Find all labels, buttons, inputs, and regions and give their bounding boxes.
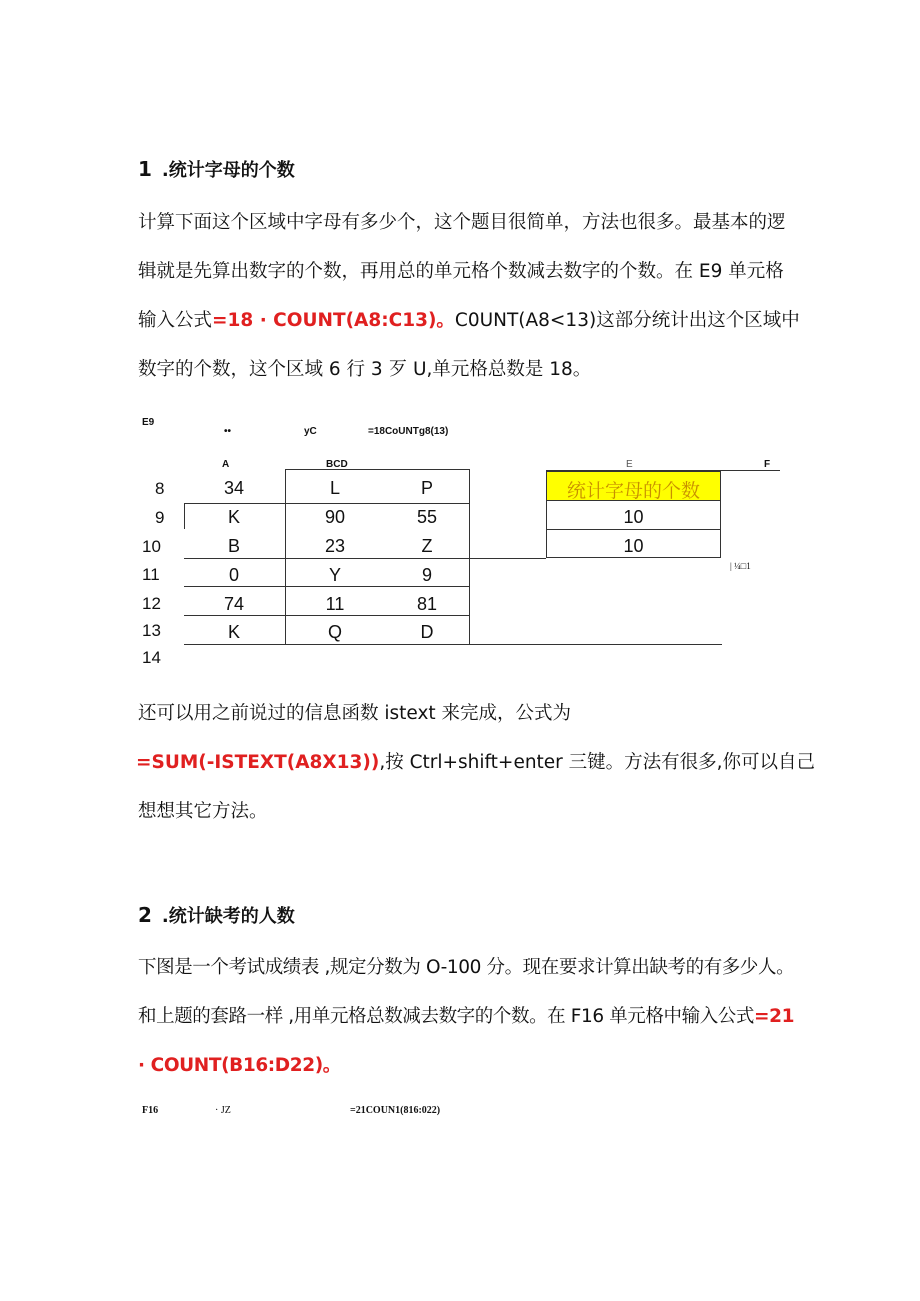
row-header[interactable]: 12: [142, 594, 161, 613]
cell-a8[interactable]: 34: [223, 478, 245, 498]
paragraph-line: 下图是一个考试成绩表 ,规定分数为 O-100 分。现在要求计算出缺考的有多少人。: [138, 957, 795, 978]
paragraph-line: [136, 738, 815, 787]
section-number: 2: [138, 903, 152, 927]
formula-bar[interactable]: =21COUN1(816:022): [350, 1105, 441, 1116]
paragraph-line: 计算下面这个区域中字母有多少个，这个题目很简单，方法也很多。最基本的逻: [138, 212, 786, 233]
cell-a10[interactable]: B: [227, 536, 240, 556]
column-header-a[interactable]: A: [222, 459, 230, 470]
side-note: | ¼□1: [730, 561, 751, 571]
row-header[interactable]: 13: [142, 621, 161, 640]
result-value: 10: [623, 507, 644, 527]
cell-c9[interactable]: 55: [416, 507, 438, 527]
section-number: 1: [138, 157, 152, 181]
paragraph-line: 还可以用之前说过的信息函数 istext 来完成，公式为: [138, 703, 572, 724]
result-value: 10: [623, 536, 644, 556]
section-2-heading: [138, 902, 295, 928]
column-header-f[interactable]: F: [764, 459, 771, 470]
formula-bar-marker: yC: [304, 426, 317, 437]
section-title: .统计缺考的人数: [161, 906, 295, 927]
formula-text: =18 · COUNT(A8:C13)。: [212, 310, 455, 331]
cell-b8[interactable]: L: [329, 478, 340, 498]
result-cell-1[interactable]: [546, 501, 721, 530]
row-header[interactable]: 9: [155, 508, 165, 527]
row-header[interactable]: 14: [142, 648, 161, 667]
cell-c13[interactable]: D: [420, 622, 434, 642]
name-box[interactable]: E9: [142, 417, 155, 428]
paragraph-line: [138, 1041, 794, 1090]
section-2-paragraph: [138, 943, 794, 1090]
paragraph-line: 辑就是先算出数字的个数，再用总的单元格个数减去数字的个数。在 E9 单元格: [138, 261, 784, 282]
cell-b11[interactable]: Y: [328, 565, 341, 585]
row-header[interactable]: 10: [142, 537, 161, 556]
cell-b10[interactable]: 23: [324, 536, 346, 556]
result-header-cell[interactable]: [546, 471, 721, 501]
formula-text: · COUNT(B16:D22)。: [138, 1055, 341, 1076]
cell-b9[interactable]: 90: [324, 507, 346, 527]
text-run: 和上题的套路一样 ,用单元格总数减去数字的个数。在 F16 单元格中输入公式: [138, 1006, 755, 1027]
name-box[interactable]: F16: [142, 1105, 159, 1116]
result-header-label: 统计字母的个数: [566, 480, 700, 502]
formula-text: =21: [754, 1006, 795, 1027]
istext-paragraph: [138, 689, 815, 836]
column-header-bcd[interactable]: BCD: [326, 459, 348, 470]
text-run: ,按 Ctrl+shift+enter 三键。方法有很多,你可以自己: [379, 752, 816, 773]
row-header[interactable]: 8: [155, 479, 165, 498]
row-header[interactable]: 11: [142, 565, 160, 584]
formula-bar-marker: · JZ: [215, 1105, 231, 1116]
cell-c10[interactable]: Z: [421, 536, 433, 556]
result-cell-2[interactable]: [546, 530, 721, 558]
column-header-e[interactable]: E: [626, 459, 633, 470]
formula-bar-marker: ••: [224, 426, 232, 437]
formula-text: =SUM(-ISTEXT(A8X13)): [136, 752, 380, 773]
cell-c8[interactable]: P: [420, 478, 433, 498]
paragraph-line: [138, 992, 794, 1041]
cell-a11[interactable]: 0: [228, 565, 239, 585]
cell-a12[interactable]: 74: [223, 594, 245, 614]
cell-b12[interactable]: 11: [325, 594, 345, 614]
cell-c12[interactable]: 81: [416, 594, 438, 614]
cell-c11[interactable]: 9: [421, 565, 432, 585]
paragraph-line: 数字的个数，这个区域 6 行 3 歹 U,单元格总数是 18。: [138, 359, 592, 380]
formula-bar[interactable]: =18CoUNTg8(13): [368, 426, 449, 437]
text-run: 输入公式: [138, 310, 213, 331]
cell-a9[interactable]: K: [227, 507, 240, 527]
section-title: .统计字母的个数: [161, 160, 295, 181]
cell-b13[interactable]: Q: [327, 622, 342, 642]
paragraph-line: 想想其它方法。: [138, 801, 268, 822]
cell-a13[interactable]: K: [227, 622, 240, 642]
text-run: C0UNT(A8<13)这部分统计出这个区域中: [454, 310, 800, 331]
